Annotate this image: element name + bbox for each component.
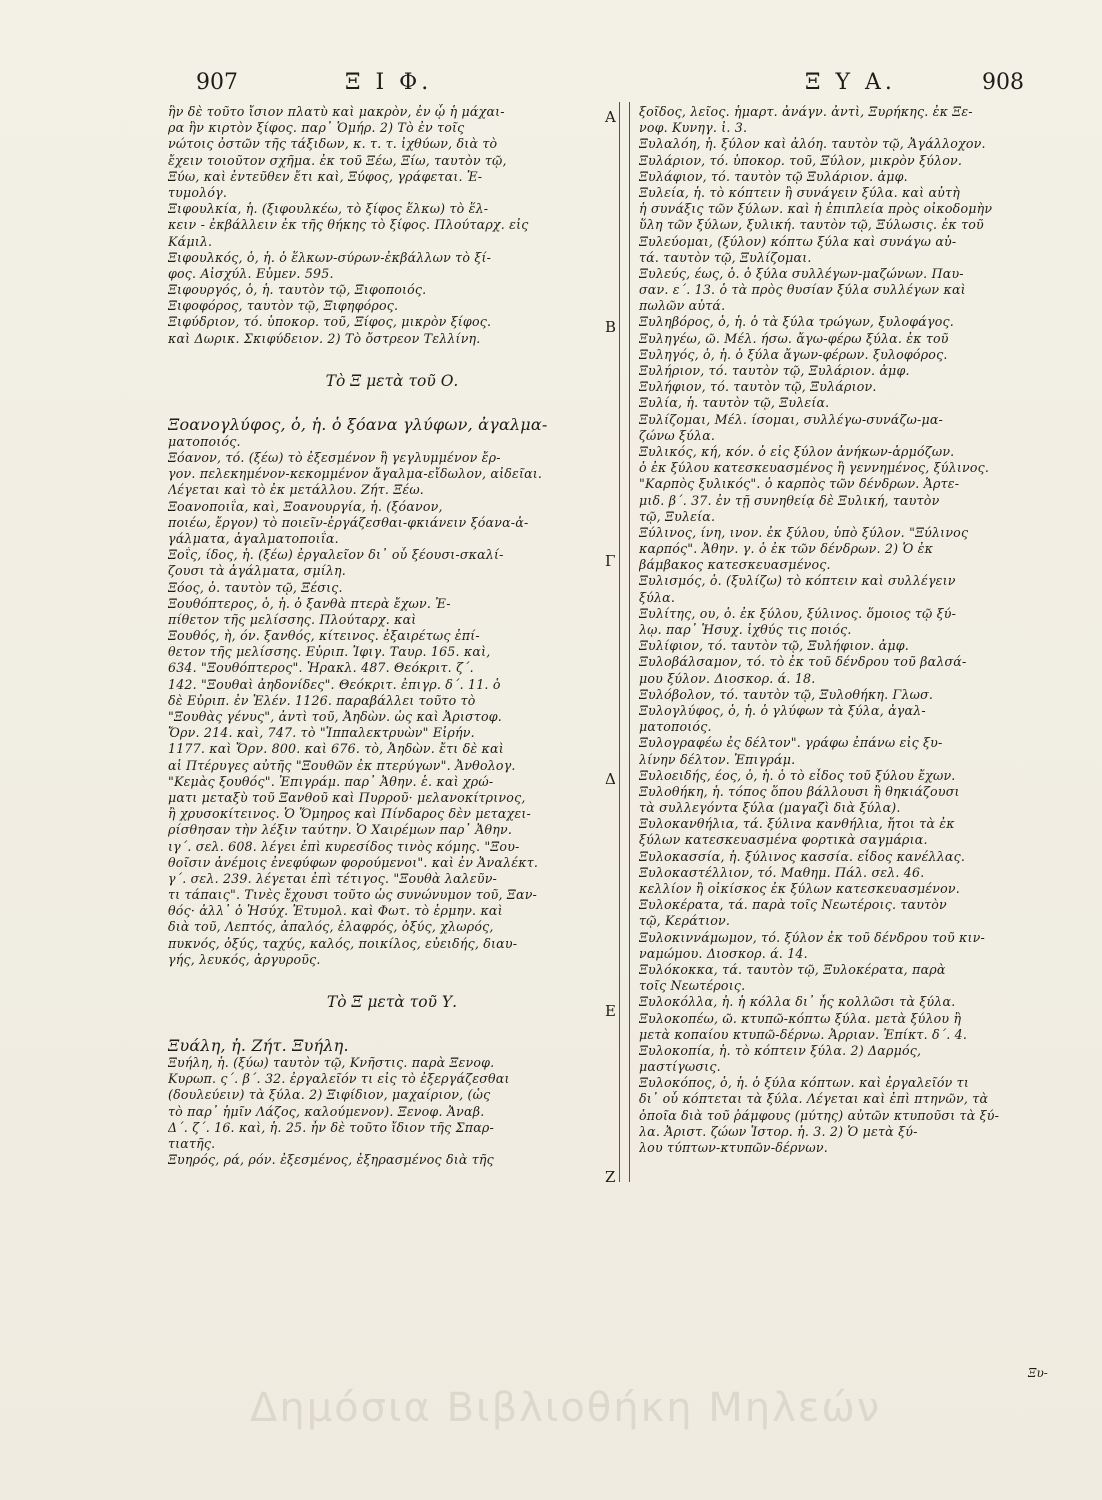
running-head-right: Ξ Υ Α. [805, 70, 896, 95]
text-line: πυκνός, ὀξύς, ταχύς, καλός, ποικίλος, εὐειδής, διαυ- [168, 935, 518, 951]
text-line: ρα ἣν κιρτὸν ξίφος. παρ᾽ Ὁμήρ. 2) Τὸ ἐν τοῖς [168, 120, 465, 136]
text-line: Ξυλόκοκκα, τά. ταυτὸν τῷ, Ξυλοκέρατα, παρὰ [639, 961, 946, 977]
text-line: Ξυλόβολον, τό. ταυτὸν τῷ, Ξυλοθήκη. Γλωσ. [639, 686, 934, 702]
text-line: Ξυλογραφέω ἐς δέλτον". γράφω ἐπάνω εἰς ξυ- [639, 735, 943, 751]
section-marker: Α [605, 108, 616, 126]
text-line: Ξυλία, ἡ. ταυτὸν τῷ, Ξυλεία. [639, 395, 830, 411]
section-marker: Β [605, 318, 617, 336]
section-marker: Ε [605, 1002, 616, 1020]
text-line: Ξιφουλκία, ἡ. (ξιφουλκέω, τὸ ξίφος ἕλκω) τὸ ἕλ- [168, 201, 489, 217]
left-column-o-entries [168, 415, 596, 968]
text-line: Ξυλοκοπέω, ῶ. κτυπῶ-κόπτω ξύλα. μετὰ ξύλου ἢ [639, 1010, 962, 1026]
text-line: Ξυλοειδής, έος, ὁ, ἡ. ὁ τὸ εἶδος τοῦ ξύλου ἔχων. [639, 767, 956, 783]
text-line: λου τύπτων-κτυπῶν-δέρνων. [639, 1140, 828, 1155]
text-line: Ξυλήριον, τό. ταυτὸν τῷ, Ξυλάριον. ἀμφ. [639, 363, 910, 378]
text-line: (δουλεύειν) τὰ ξύλα. 2) Ξιφίδιον, μαχαίριον, (ὡς [168, 1087, 491, 1103]
text-line: Ξιφοφόρος, ταυτὸν τῷ, Ξιφηφόρος. [168, 298, 399, 314]
text-line: ἡ συνάξις τῶν ξύλων. καὶ ἡ ἐπιπλεία πρὸς οἰκοδομὴν [639, 201, 993, 217]
text-line: ἣν δὲ τοῦτο ἴσιον πλατὺ καὶ μακρὸν, ἐν ᾧ ἡ μάχαι- [168, 104, 505, 119]
text-line: ποιέω, ἔργον) τὸ ποιεῖν-ἐργάζεσθαι-φκιάνειν ξόανα-ἀ- [168, 514, 529, 530]
text-line: Ξυληγέω, ῶ. Μέλ. ήσω. ἄγω-φέρω ξύλα. ἐκ τοῦ [639, 330, 949, 346]
text-line: Ξυλήφιον, τό. ταυτὸν τῷ, Ξυλάριον. [639, 379, 877, 395]
text-line: Λέγεται καὶ τὸ ἐκ μετάλλου. Ζήτ. Ξέω. [168, 482, 425, 498]
text-line: ξύλα. [639, 589, 676, 605]
text-line: Ξυλοκόπος, ὁ, ἡ. ὁ ξύλα κόπτων. καὶ ἐργαλεῖόν τι [639, 1075, 969, 1091]
text-line: καρπός". Ἀθην. γ. ὁ ἐκ τῶν δένδρων. 2) Ὁ ἐκ [639, 541, 934, 557]
text-line: νοφ. Κυνηγ. ἰ. 3. [639, 120, 748, 136]
text-line: Ξύλινος, ίνη, ινον. ἐκ ξύλου, ὑπὸ ξύλον. "Ξύλινος [639, 524, 969, 540]
text-line: Ξόος, ὁ. ταυτὸν τῷ, Ξέσις. [168, 579, 343, 595]
text-line: ματι μεταξὺ τοῦ Ξανθοῦ καὶ Πυρροῦ· μελανοκίτρινος, [168, 789, 526, 805]
column-rule-left [619, 102, 620, 1182]
text-line: λίνην δέλτον. Ἐπιγράμ. [639, 751, 796, 767]
text-line: Κυρωπ. ς΄. β΄. 32. ἐργαλεῖόν τι εἰς τὸ ἐξεργάζεσθαι [168, 1071, 510, 1087]
text-line: Ξυλοκοπία, ἡ. τὸ κόπτειν ξύλα. 2) Δαρμός, [639, 1042, 922, 1058]
text-line: τοῖς Νεωτέροις. [639, 978, 746, 994]
text-line: θοῖσιν ἀνέμοις ἐνεφύφων φορούμενοι". καὶ ἐν Ἀναλέκτ. [168, 854, 539, 870]
right-column [639, 104, 1045, 1156]
text-line: ναμώμου. Διοσκορ. ά. 14. [639, 945, 808, 961]
text-line: Ξυλάριον, τό. ὑποκορ. τοῦ, Ξύλον, μικρὸν ξύλον. [639, 152, 963, 168]
text-line: τιατῆς. [168, 1135, 216, 1151]
text-line: Ξιφουργός, ὁ, ἡ. ταυτὸν τῷ, Ξιφοποιός. [168, 282, 427, 298]
text-line: Ξοανογλύφος, ὁ, ἡ. ὁ ξόανα γλύφων, ἀγαλμα- [168, 414, 548, 434]
text-line: Ξυλαλόη, ἡ. ξύλον καὶ ἀλόη. ταυτὸν τῷ, Ἀγάλλοχον. [639, 136, 986, 152]
text-line: ματοποιός. [639, 719, 712, 735]
text-line: 142. "Ξουθαὶ ἀηδονίδες". Θεόκριτ. ἐπιγρ. δ΄. 11. ὁ [168, 676, 501, 692]
library-watermark: Δημόσια Βιβλιοθήκη Μηλεών [250, 1385, 882, 1431]
text-line: ζουσι τὰ ἀγάλματα, σμίλη. [168, 563, 347, 579]
text-line: τῷ, Ξυλεία. [639, 508, 716, 524]
text-line: ιγ΄. σελ. 608. λέγει ἐπὶ κυρεσίδος τινὸς κόμης. "Ξου- [168, 838, 520, 854]
text-line: καὶ Δωρικ. Σκιφύδειον. 2) Τὸ ὄστρεον Τελλίνη. [168, 330, 481, 346]
text-line: βάμβακος κατεσκευασμένος. [639, 557, 831, 573]
text-line: Ξυηρός, ρά, ρόν. ἐξεσμένος, ἐξηρασμένος διὰ τῆς [168, 1152, 494, 1168]
text-line: Ξυληβόρος, ὁ, ἡ. ὁ τὰ ξύλα τρώγων, ξυλοφάγος. [639, 314, 954, 330]
text-line: Ξύω, καὶ ἐντεῦθεν ἔτι καὶ, Ξύφος, γράφεται. Ἐ- [168, 168, 483, 184]
text-line: τὰ συλλεγόντα ξύλα (μαγαζὶ διὰ ξύλα). [639, 800, 901, 816]
text-line: ρίσθησαν τὴν λέξιν ταύτην. Ὁ Χαιρέμων παρ᾽ Ἀθην. [168, 822, 513, 838]
section-marker: Δ [605, 770, 616, 788]
text-line: Ξυλεύομαι, (ξύλον) κόπτω ξύλα καὶ συνάγω αὐ- [639, 233, 957, 249]
text-line: Ξυλίτης, ου, ὁ. ἐκ ξύλου, ξύλινος. ὅμοιος τῷ ξύ- [639, 605, 957, 621]
text-line: Ξουθόπτερος, ὁ, ἡ. ὁ ξανθὰ πτερὰ ἔχων. Ἐ- [168, 595, 451, 611]
text-line: ξοῖδος, λεῖος. ἡμαρτ. ἀνάγν. ἀντὶ, Ξυρήκης. ἐκ Ξε- [639, 104, 973, 119]
text-line: Ξυληγός, ὁ, ἡ. ὁ ξύλα ἄγων-φέρων. ξυλοφόρος. [639, 346, 948, 362]
text-line: Ξιφουλκός, ὁ, ἡ. ὁ ἕλκων-σύρων-ἐκβάλλων τὸ ξί- [168, 249, 492, 265]
left-column [168, 104, 596, 1168]
text-line: Ξόανον, τό. (ξέω) τὸ ἐξεσμένον ἢ γεγλυμμένον ἔρ- [168, 450, 501, 465]
text-line: ὁποῖα διὰ τοῦ ῥάμφους (μύτης) αὐτῶν κτυποῦσι τὰ ξύ- [639, 1107, 1000, 1123]
text-line: 634. "Ξουθόπτερος". Ἡρακλ. 487. Θεόκριτ. ζ΄. [168, 660, 474, 676]
catchword: Ξυ- [1028, 1366, 1048, 1380]
text-line: ξύλων κατεσκευασμένα φορτικὰ σαγμάρια. [639, 832, 928, 848]
text-line: ὁ ἐκ ξύλου κατεσκευασμένος ἢ γεννημένος, ξύλινος. [639, 460, 990, 476]
text-line: Ξυλοκασσία, ἡ. ξύλινος κασσία. εἶδος κανέλλας. [639, 848, 966, 864]
text-line: λα. Ἀριστ. ζώων Ἱστορ. ἡ. 3. 2) Ὁ μετὰ ξύ- [639, 1123, 918, 1139]
text-line: λῳ. παρ᾽ Ἡσυχ. ἰχθύς τις ποιός. [639, 622, 852, 637]
text-line: δὲ Εὐριπ. ἐν Ἑλέν. 1126. παραβάλλει τοῦτο τὸ [168, 692, 476, 708]
text-line: τά. ταυτὸν τῷ, Ξυλίζομαι. [639, 249, 812, 265]
text-line: σαν. ε΄. 13. ὁ τὰ πρὸς θυσίαν ξύλα συλλέγων καὶ [639, 282, 966, 298]
text-line: Ξυλοβάλσαμον, τό. τὸ ἐκ τοῦ δένδρου τοῦ βαλσά- [639, 654, 967, 670]
text-line: Ξυλισμός, ὁ. (ξυλίζω) τὸ κόπτειν καὶ συλλέγειν [639, 573, 956, 589]
text-line: κειν - ἐκβάλλειν ἐκ τῆς θήκης τὸ ξίφος. Πλούταρχ. εἰς [168, 217, 529, 233]
section-marker: Ζ [605, 1168, 616, 1186]
text-line: ἢ χρυσοκίτεινος. Ὁ Ὅμηρος καὶ Πίνδαρος δὲν μεταχει- [168, 806, 531, 822]
text-line: Δ΄. ζ΄. 16. καὶ, ἡ. 25. ἦν δὲ τοῦτο ἴδιον τῆς Σπαρ- [168, 1119, 494, 1135]
text-line: Ξυλοκόλλα, ἡ. ἡ κόλλα δι᾽ ἧς κολλῶσι τὰ ξύλα. [639, 994, 956, 1010]
text-line: Ξυήλη, ἡ. (ξύω) ταυτὸν τῷ, Κνῆστις. παρὰ Ξενοφ. [168, 1055, 495, 1070]
text-line: Ξυλίφιον, τό. ταυτὸν τῷ, Ξυλήφιον. ἀμφ. [639, 638, 909, 654]
text-line: διὰ τοῦ, Λεπτός, ἀπαλός, ἐλαφρός, ὀξύς, χλωρός, [168, 919, 494, 935]
text-line: Ξιφύδριον, τό. ὑποκορ. τοῦ, Ξίφος, μικρὸν ξίφος. [168, 314, 492, 330]
text-line: τυμολόγ. [168, 184, 228, 200]
text-line: Ὄρν. 214. καὶ, 747. τὸ "Ἱππαλεκτρυὼν" Εἰρήν. [168, 725, 475, 741]
text-line: δι᾽ οὗ κόπτεται τὰ ξύλα. Λέγεται καὶ ἐπὶ πτηνῶν, τὰ [639, 1091, 989, 1107]
text-line: θός· ἀλλ᾽ ὁ Ἡσύχ. Ἐτυμολ. καὶ Φωτ. τὸ ἑρμην. καὶ [168, 903, 503, 919]
text-line: θετον τῆς μελίσσης. Εὐριπ. Ἰφιγ. Ταυρ. 165. καὶ, [168, 644, 491, 660]
text-line: Ξουθός, ὴ, όν. ξανθός, κίτεινος. ἐξαιρέτως ἐπί- [168, 628, 480, 644]
text-line: κελλίον ἢ οἰκίσκος ἐκ ξύλων κατεσκευασμένον. [639, 881, 960, 896]
text-line: Ξυλίζομαι, Μέλ. ίσομαι, συλλέγω-συνάζω-μα- [639, 411, 944, 427]
text-line: ματοποιός. [168, 433, 241, 449]
section-marker: Γ [605, 552, 616, 570]
text-line: "Ξουθὰς γένυς", ἀντὶ τοῦ, Ἀηδὼν. ὡς καὶ Ἀριστοφ. [168, 709, 502, 724]
text-line: πίθετον τῆς μελίσσης. Πλούταρχ. καὶ [168, 611, 417, 627]
text-line: Ξυλογλύφος, ὁ, ἡ. ὁ γλύφων τὰ ξύλα, ἀγαλ- [639, 702, 926, 718]
text-line: Ξυλοκαστέλλιον, τό. Μαθημ. Πάλ. σελ. 46. [639, 864, 925, 880]
text-line: Ξυλοκιννάμωμον, τό. ξύλον ἐκ τοῦ δένδρου τοῦ κιν- [639, 929, 985, 945]
text-line: "Καρπὸς ξυλικός". ὁ καρπὸς τῶν δένδρων. Ἀρτε- [639, 476, 960, 492]
text-line: γον. πελεκημένον-κεκομμένον ἄγαλμα-εἴδωλον, αἰδεῖαι. [168, 466, 543, 482]
text-line: "Κεμὰς ξουθός". Ἐπιγράμ. παρ᾽ Ἀθην. ἑ. καὶ χρώ- [168, 773, 494, 789]
text-line: γής, λευκός, ἀργυροῦς. [168, 951, 321, 967]
page-number-left: 907 [196, 70, 238, 95]
left-column-entries [168, 104, 596, 347]
text-line: Ξυλεύς, έως, ὁ. ὁ ξύλα συλλέγων-μαζώνων. Παυ- [639, 265, 964, 281]
text-line: γάλματα, ἀγαλματοποιΐα. [168, 530, 339, 546]
section-heading-o: Τὸ Ξ μετὰ τοῦ Ο. [325, 371, 459, 390]
page-header [0, 70, 1102, 104]
text-line: μου ξύλον. Διοσκορ. ά. 18. [639, 670, 816, 686]
text-line: νώτοις ὀστῶν τῆς τάξιδων, κ. τ. τ. ἰχθύων, διὰ τὸ [168, 136, 498, 152]
text-line: Ξυλοκέρατα, τά. παρὰ τοῖς Νεωτέροις. ταυτὸν [639, 897, 947, 913]
text-line: Ξοΐς, ίδος, ἡ. (ξέω) ἐργαλεῖον δι᾽ οὗ ξέουσι-σκαλί- [168, 547, 504, 563]
text-line: Ξοανοποιΐα, καὶ, Ξοανουργία, ἡ. (ξόανον, [168, 498, 443, 514]
text-line: μιδ. β΄. 37. ἐν τῇ συνηθείᾳ δὲ Ξυλική, ταυτὸν [639, 492, 940, 508]
page-number-right: 908 [982, 70, 1024, 95]
text-line: τι τάπαις". Τινὲς ἔχουσι τοῦτο ὡς συνώνυμον τοῦ, Ξαν- [168, 887, 538, 903]
text-line: Ξυλάφιον, τό. ταυτὸν τῷ Ξυλάριον. ἀμφ. [639, 168, 908, 184]
text-line: ζώνω ξύλα. [639, 427, 716, 443]
text-line: 1177. καὶ Ὄρν. 800. καὶ 676. τὸ, Ἀηδὼν. ἔτι δὲ καὶ [168, 741, 504, 757]
text-line: ἔχειν τοιοῦτον σχῆμα. ἐκ τοῦ Ξέω, Ξίω, ταυτὸν τῷ, [168, 152, 507, 168]
text-line: Ξυάλη, ἡ. Ζήτ. Ξυήλη. [168, 1036, 349, 1055]
text-line: ὕλη τῶν ξύλων, ξυλική. ταυτὸν τῷ, Ξύλωσις. ἐκ τοῦ [639, 217, 984, 233]
text-line: τὸ παρ᾽ ἡμῖν Λάζος, καλούμενον). Ξενοφ. Ἀναβ. [168, 1103, 485, 1119]
left-column-y-entries [168, 1036, 596, 1168]
right-column-entries [639, 104, 1045, 1156]
text-line: Ξυλεία, ἡ. τὸ κόπτειν ἢ συνάγειν ξύλα. καὶ αὐτὴ [639, 184, 960, 200]
column-rule-right [629, 102, 630, 1182]
text-line: μαστίγωσις. [639, 1059, 721, 1075]
text-line: μετὰ κοπαίου κτυπῶ-δέρνω. Ἀρριαν. Ἐπίκτ. δ΄. 4. [639, 1026, 968, 1042]
running-head-left: Ξ Ι Φ. [345, 70, 433, 95]
text-line: τῷ, Κεράτιον. [639, 913, 731, 929]
text-line: Κάμιλ. [168, 233, 213, 249]
text-line: Ξυλοθήκη, ἡ. τόπος ὅπου βάλλουσι ἢ θηκιάζουσι [639, 783, 960, 799]
text-line: Ξυλικός, κή, κόν. ὁ εἰς ξύλον ἀνήκων-ἁρμόζων. [639, 443, 955, 459]
text-line: γ΄. σελ. 239. λέγεται ἐπὶ τέτιγος. "Ξουθὰ λαλεῦν- [168, 870, 498, 886]
text-line: αἱ Πτέρυγες αὐτῆς "Ξουθῶν ἐκ πτερύγων". Ἀνθολογ. [168, 757, 516, 773]
text-line: Ξυλοκανθήλια, τά. ξύλινα κανθήλια, ἤτοι τὰ ἐκ [639, 816, 955, 832]
text-line: φος. Αἰσχύλ. Εὐμεν. 595. [168, 265, 334, 281]
section-heading-y: Τὸ Ξ μετὰ τοῦ Υ. [326, 993, 458, 1011]
text-line: πωλῶν αὐτά. [639, 298, 726, 314]
